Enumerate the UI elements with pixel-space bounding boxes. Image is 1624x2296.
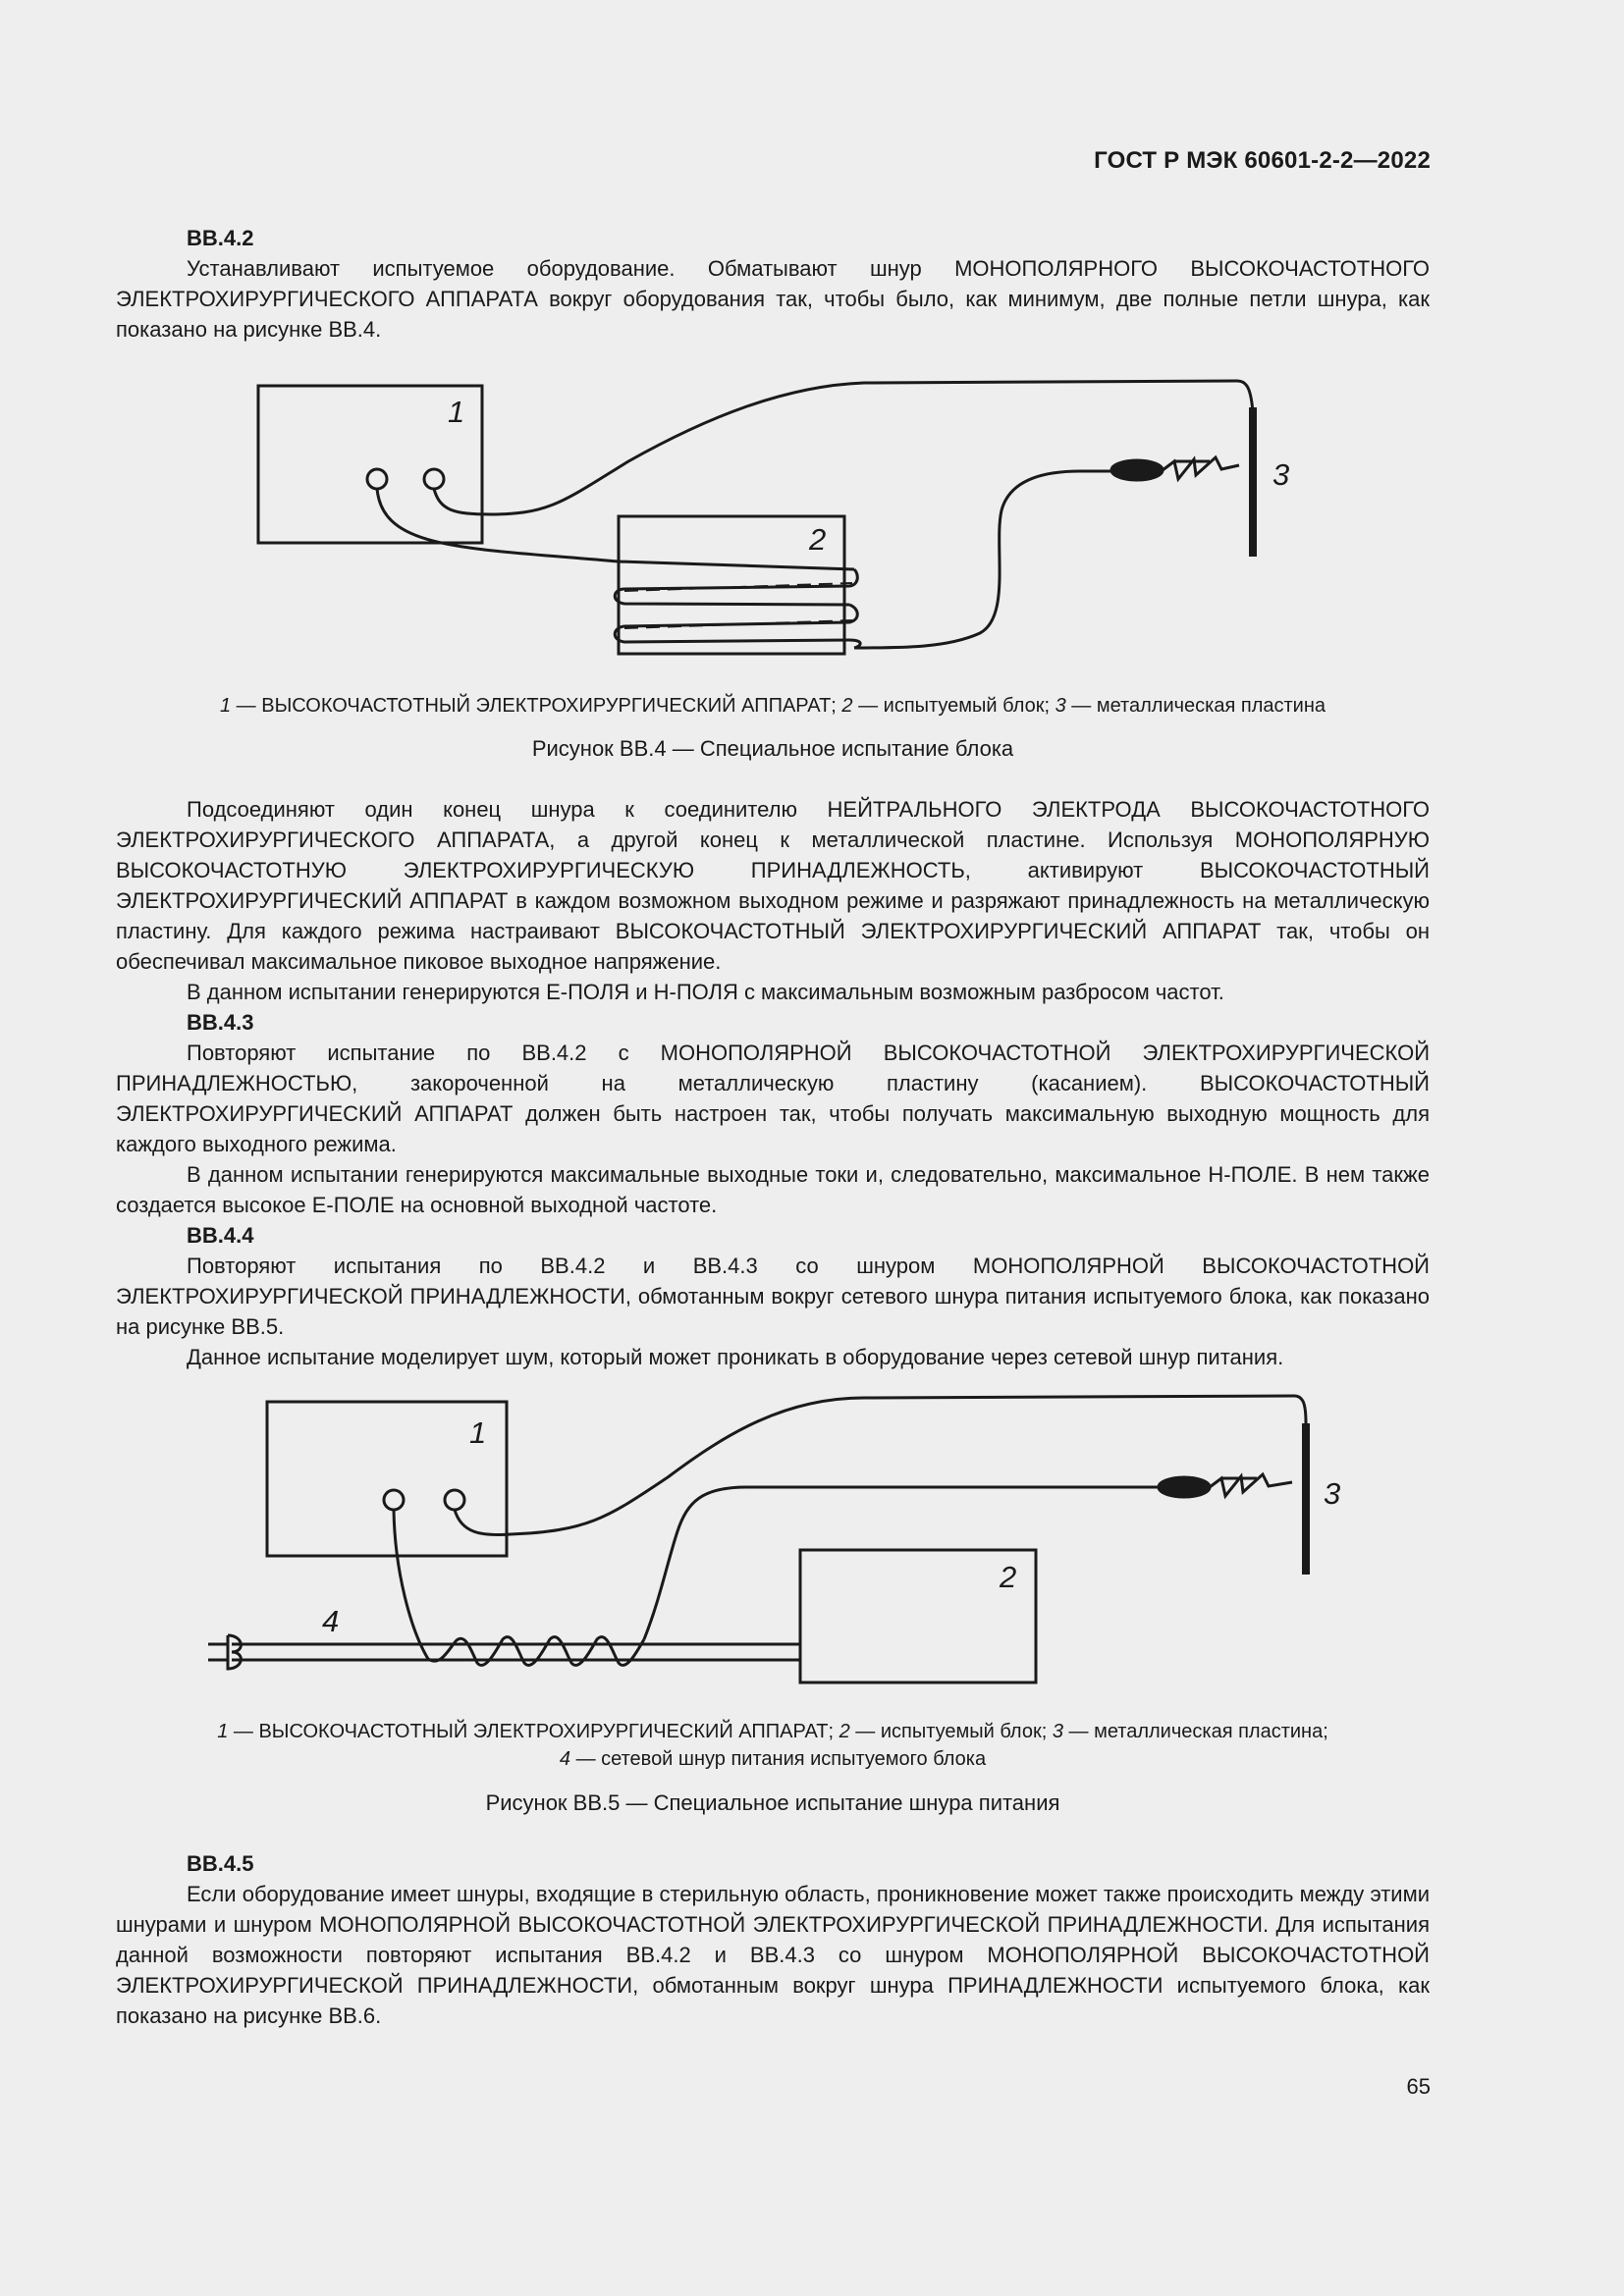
fig4-caption: Рисунок BB.4 — Специальное испытание блока — [531, 736, 1014, 761]
accessory-cable — [394, 1510, 428, 1659]
accessory-handle — [1111, 460, 1163, 480]
fig4-label-2: 2 — [809, 522, 827, 557]
plug-icon — [228, 1635, 241, 1669]
fig4-legend — [116, 692, 1430, 720]
terminal-left — [384, 1490, 404, 1510]
legend-text: — металлическая пластина; — [1062, 1721, 1328, 1742]
legend-number: 3 — [1055, 695, 1066, 717]
accessory-handle — [1159, 1477, 1210, 1497]
paragraph: Устанавливают испытуемое оборудование. Обматывают шнур МОНОПОЛЯРНОГО ВЫСОКОЧАСТОТНОГО ЭЛЕКТРОХИРУРГИЧЕСКОГО АППАРАТА вокруг оборудования так, чтобы было, как минимум, две полные петли шнура, как показано на рисунке BB.4. — [116, 256, 1430, 342]
section-number: BB.4.2 — [187, 226, 254, 250]
terminal-left — [367, 469, 387, 489]
fig5-legend — [116, 1718, 1430, 1773]
terminal-right — [445, 1490, 464, 1510]
paragraph: Подсоединяют один конец шнура к соединителю НЕЙТРАЛЬНОГО ЭЛЕКТРОДА ВЫСОКОЧАСТОТНОГО ЭЛЕКТРОХИРУРГИЧЕСКОГО АППАРАТА, а другой конец к металлической пластине. Используя МОНОПОЛЯРНУЮ ВЫСОКОЧАСТОТНУЮ ЭЛЕКТРОХИРУРГИЧЕСКУЮ ПРИНАДЛЕЖНОСТЬ, активируют ВЫСОКОЧАСТОТНЫЙ ЭЛЕКТРОХИРУРГИЧЕСКИЙ АППАРАТ в каждом возможном выходном режиме и разряжают принадлежность на металлическую пластину. Для каждого режима настраивают ВЫСОКОЧАСТОТНЫЙ ЭЛЕКТРОХИРУРГИЧЕСКИЙ АППАРАТ так, чтобы он обеспечивал максимальное пиковое выходное напряжение. — [116, 797, 1430, 974]
fig5-label-1: 1 — [469, 1415, 487, 1450]
accessory-cable-up — [644, 1487, 1159, 1639]
legend-text: — ВЫСОКОЧАСТОТНЫЙ ЭЛЕКТРОХИРУРГИЧЕСКИЙ АППАРАТ; — [231, 695, 842, 717]
paragraph: Повторяют испытание по BB.4.2 с МОНОПОЛЯРНОЙ ВЫСОКОЧАСТОТНОЙ ЭЛЕКТРОХИРУРГИЧЕСКОЙ ПРИНАДЛЕЖНОСТЬЮ, закороченной на металлическую пластину (касанием). ВЫСОКОЧАСТОТНЫЙ ЭЛЕКТРОХИРУРГИЧЕСКИЙ АППАРАТ должен быть настроен так, чтобы получать максимальную выходную мощность для каждого выходного режима. — [116, 1041, 1430, 1156]
legend-number: 4 — [559, 1748, 571, 1770]
legend-text: — ВЫСОКОЧАСТОТНЫЙ ЭЛЕКТРОХИРУРГИЧЕСКИЙ АППАРАТ; — [228, 1721, 839, 1742]
terminal-right — [424, 469, 444, 489]
legend-text: — испытуемый блок; — [849, 1721, 1053, 1742]
legend-number: 1 — [217, 1721, 229, 1742]
legend-text: — сетевой шнур питания испытуемого блока — [570, 1748, 987, 1770]
fig5-label-3: 3 — [1324, 1476, 1341, 1511]
paragraph: В данном испытании генерируются максимальные выходные токи и, следовательно, максимальное Н-ПОЛЕ. В нем также создается высокое Е-ПОЛЕ на основной выходной частоте. — [116, 1162, 1430, 1217]
section-bb-4-2 — [116, 223, 1430, 345]
figure-bb-5 — [0, 1384, 1624, 1708]
coil-return — [854, 471, 1111, 648]
paragraph: Повторяют испытания по BB.4.2 и BB.4.3 со шнуром МОНОПОЛЯРНОЙ ВЫСОКОЧАСТОТНОЙ ЭЛЕКТРОХИРУРГИЧЕСКОЙ ПРИНАДЛЕЖНОСТИ, обмотанным вокруг сетевого шнура питания испытуемого блока, как показано на рисунке BB.5. — [116, 1254, 1430, 1339]
section-bb-4-5 — [116, 1848, 1430, 2031]
paragraph: Если оборудование имеет шнуры, входящие в стерильную область, проникновение может также происходить между этими шнурами и шнуром МОНОПОЛЯРНОЙ ВЫСОКОЧАСТОТНОЙ ЭЛЕКТРОХИРУРГИЧЕСКОЙ ПРИНАДЛЕЖНОСТИ. Для испытания данной возможности повторяют испытания BB.4.2 и BB.4.3 со шнуром МОНОПОЛЯРНОЙ ВЫСОКОЧАСТОТНОЙ ЭЛЕКТРОХИРУРГИЧЕСКОЙ ПРИНАДЛЕЖНОСТИ, обмотанным вокруг шнура ПРИНАДЛЕЖНОСТИ испытуемого блока, как показано на рисунке BB.6. — [116, 1882, 1430, 2028]
document-header: ГОСТ Р МЭК 60601-2-2—2022 — [1094, 147, 1431, 174]
legend-number: 1 — [219, 695, 232, 717]
coil-loop-front-2 — [615, 605, 860, 648]
fig4-label-3: 3 — [1272, 457, 1290, 492]
legend-text: — испытуемый блок; — [852, 695, 1056, 717]
page-number: 65 — [1406, 2074, 1431, 2099]
fig5-label-4: 4 — [322, 1604, 340, 1638]
accessory-cable — [377, 489, 854, 569]
section-number: BB.4.4 — [187, 1223, 254, 1248]
legend-number: 2 — [839, 1721, 850, 1742]
section-number: BB.4.3 — [187, 1010, 254, 1035]
section-number: BB.4.5 — [187, 1851, 254, 1876]
fig4-label-1: 1 — [448, 395, 465, 429]
legend-number: 2 — [841, 695, 853, 717]
legend-text: — металлическая пластина — [1065, 695, 1326, 717]
legend-number: 3 — [1052, 1721, 1063, 1742]
fig5-caption: Рисунок BB.5 — Специальное испытание шнура питания — [485, 1790, 1060, 1815]
fig5-label-2: 2 — [1000, 1560, 1017, 1594]
figure-bb-4 — [0, 363, 1624, 687]
paragraph: Данное испытание моделирует шум, который может проникать в оборудование через сетевой шнур питания. — [187, 1345, 1284, 1369]
neutral-cable — [455, 1396, 1306, 1535]
paragraph: В данном испытании генерируются Е-ПОЛЯ и Н-ПОЛЯ с максимальным возможным разбросом частот. — [187, 980, 1224, 1004]
body-text — [116, 794, 1430, 1372]
neutral-cable — [434, 381, 1253, 514]
